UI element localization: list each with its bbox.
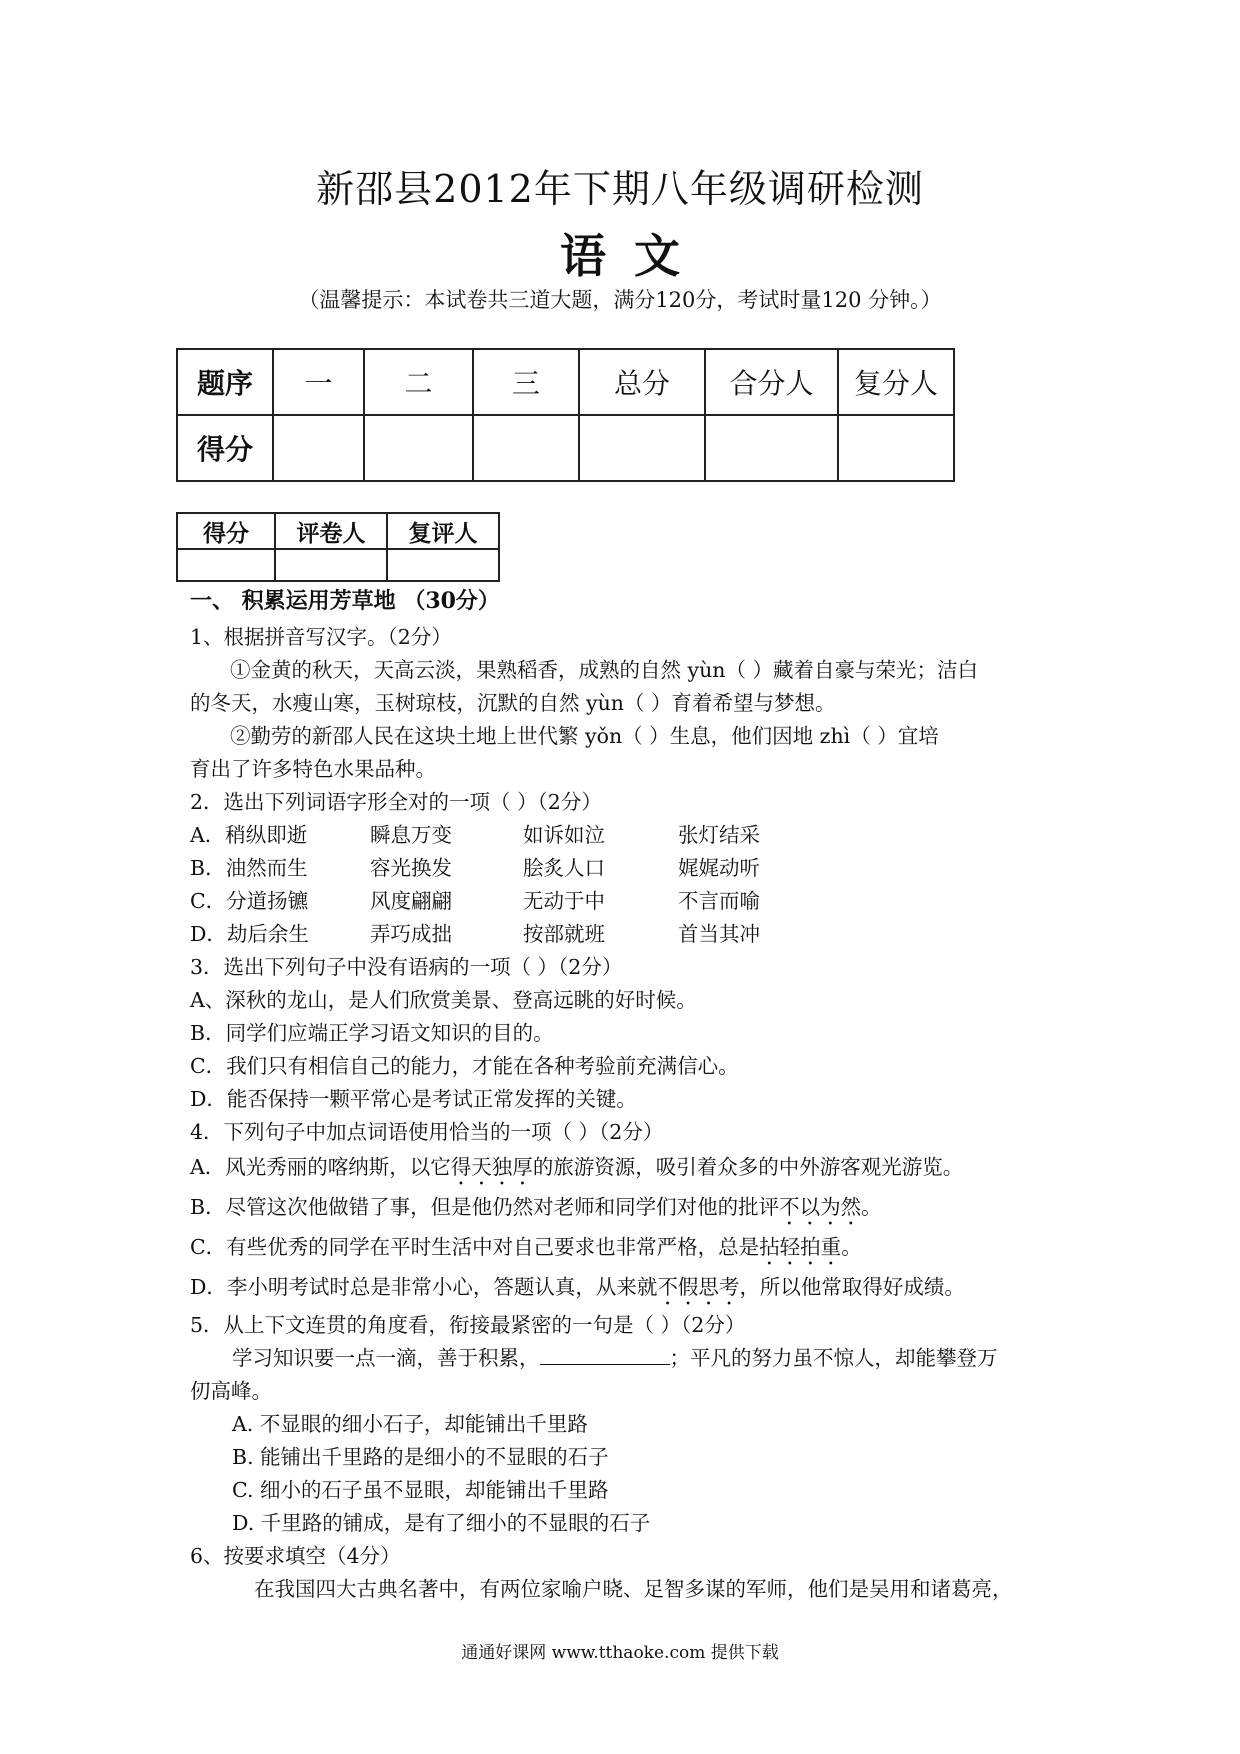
option-text: 张灯结采 [678,823,760,847]
score-cell[interactable] [364,415,473,481]
score-table-header: 一 [273,349,364,415]
option-text [190,1230,862,1270]
question-stem: 2．选出下列词语字形全对的一项（ ）（2分） [190,790,602,814]
option-text: 脍炙人口 [523,856,605,880]
option-suffix: 。 [861,1195,882,1219]
grader-cell[interactable] [275,549,387,581]
option-text: C．我们只有相信自己的能力，才能在各种考验前充满信心。 [190,1054,739,1078]
score-table-header: 复分人 [838,349,954,415]
question-stem: 1、根据拼音写汉字。（2分） [190,625,452,649]
grader-cell[interactable] [177,549,275,581]
score-table-header: 题序 [177,349,273,415]
grader-table-header: 得分 [177,513,275,549]
grader-table [176,512,500,582]
option-prefix: A．风光秀丽的喀纳斯，以它 [190,1155,451,1179]
grader-table-header: 评卷人 [275,513,387,549]
question-text: 的冬天，水瘦山寒，玉树琼枝，沉默的自然 yùn（ ）育着希望与梦想。 [190,691,836,715]
option-prefix: D．李小明考试时总是非常小心，答题认真，从来就 [190,1275,658,1299]
score-cell[interactable] [705,415,838,481]
option-suffix: ，所以他常取得好成绩。 [739,1275,965,1299]
score-table-header: 合分人 [705,349,838,415]
question-text: ①金黄的秋天，天高云淡，果熟稻香，成熟的自然 yùn（ ）藏着自豪与荣光；洁白 [230,658,979,682]
option-text: 弄巧成拙 [370,922,452,946]
question-text: 育出了许多特色水果品种。 [190,757,436,781]
score-table-header: 二 [364,349,473,415]
grader-table-header: 复评人 [387,513,499,549]
option-text [190,1270,965,1310]
score-table [176,348,955,482]
option-text: B．同学们应端正学习语文知识的目的。 [190,1021,554,1045]
answer-blank[interactable] [540,1344,670,1365]
question-stem: 5．从上下文连贯的角度看，衔接最紧密的一句是（ ）（2分） [190,1313,746,1337]
option-text: 不言而喻 [678,889,760,913]
question-text [232,1341,998,1371]
page-footer: 通通好课网 www.tthaoke.com 提供下载 [461,1643,779,1663]
grader-cell[interactable] [387,549,499,581]
option-suffix: 。 [841,1235,862,1259]
question-stem: 6、按要求填空（4分） [190,1544,401,1568]
question-text: 在我国四大古典名著中，有两位家喻户晓、足智多谋的军师，他们是吴用和诸葛亮， [254,1577,1013,1601]
dotted-phrase: 不假思考 [657,1275,740,1299]
exam-hint: （温馨提示：本试卷共三道大题，满分120分，考试时量120 分钟。） [298,288,942,312]
option-text: 如诉如泣 [523,823,605,847]
option-text: B. 能铺出千里路的是细小的不显眼的石子 [232,1445,609,1469]
option-text [190,1190,882,1230]
score-cell[interactable] [473,415,579,481]
exam-title: 新邵县2012年下期八年级调研检测 [316,167,924,211]
section-title: 一、 积累运用芳草地 （30分） [190,588,500,614]
option-text: C．分道扬镳 [190,889,309,913]
option-text: 无动于中 [523,889,605,913]
dotted-phrase: 拈轻拍重 [759,1235,842,1259]
passage-suffix: ；平凡的努力虽不惊人，却能攀登万 [669,1346,998,1370]
subject-title: 语文 [560,229,708,283]
option-text: 首当其冲 [678,922,760,946]
option-text: 按部就班 [523,922,605,946]
option-text: A、深秋的龙山，是人们欣赏美景、登高远眺的好时候。 [190,988,697,1012]
score-row-label: 得分 [177,415,273,481]
option-text: 容光换发 [370,856,452,880]
option-text: 风度翩翩 [370,889,452,913]
score-table-header: 三 [473,349,579,415]
option-prefix: B．尽管这次他做错了事，但是他仍然对老师和同学们对他的批评 [190,1195,780,1219]
option-prefix: C．有些优秀的同学在平时生活中对自己要求也非常严格，总是 [190,1235,760,1259]
score-cell[interactable] [579,415,705,481]
dotted-phrase: 得天独厚 [450,1155,533,1179]
option-text: 娓娓动听 [678,856,760,880]
score-cell[interactable] [838,415,954,481]
score-cell[interactable] [273,415,364,481]
option-text: B．油然而生 [190,856,308,880]
option-suffix: 的旅游资源，吸引着众多的中外游客观光游览。 [532,1155,964,1179]
question-text: 仞高峰。 [190,1379,272,1403]
question-stem: 3．选出下列句子中没有语病的一项（ ）（2分） [190,955,623,979]
dotted-phrase: 不以为然 [779,1195,862,1219]
score-table-header: 总分 [579,349,705,415]
option-text: A. 不显眼的细小石子，却能铺出千里路 [232,1412,588,1436]
option-text: D. 千里路的铺成，是有了细小的不显眼的石子 [232,1511,651,1535]
option-text: D．能否保持一颗平常心是考试正常发挥的关键。 [190,1087,637,1111]
passage-prefix: 学习知识要一点一滴，善于积累， [232,1346,540,1370]
question-stem: 4．下列句子中加点词语使用恰当的一项（ ）（2分） [190,1120,664,1144]
option-text: C. 细小的石子虽不显眼，却能铺出千里路 [232,1478,609,1502]
option-text: 瞬息万变 [370,823,452,847]
option-text: A．稍纵即逝 [190,823,308,847]
question-text: ②勤劳的新邵人民在这块土地上世代繁 yǒn（ ）生息，他们因地 zhì（ ）宜培 [230,724,939,748]
option-text: D．劫后余生 [190,922,309,946]
option-text [190,1150,963,1190]
